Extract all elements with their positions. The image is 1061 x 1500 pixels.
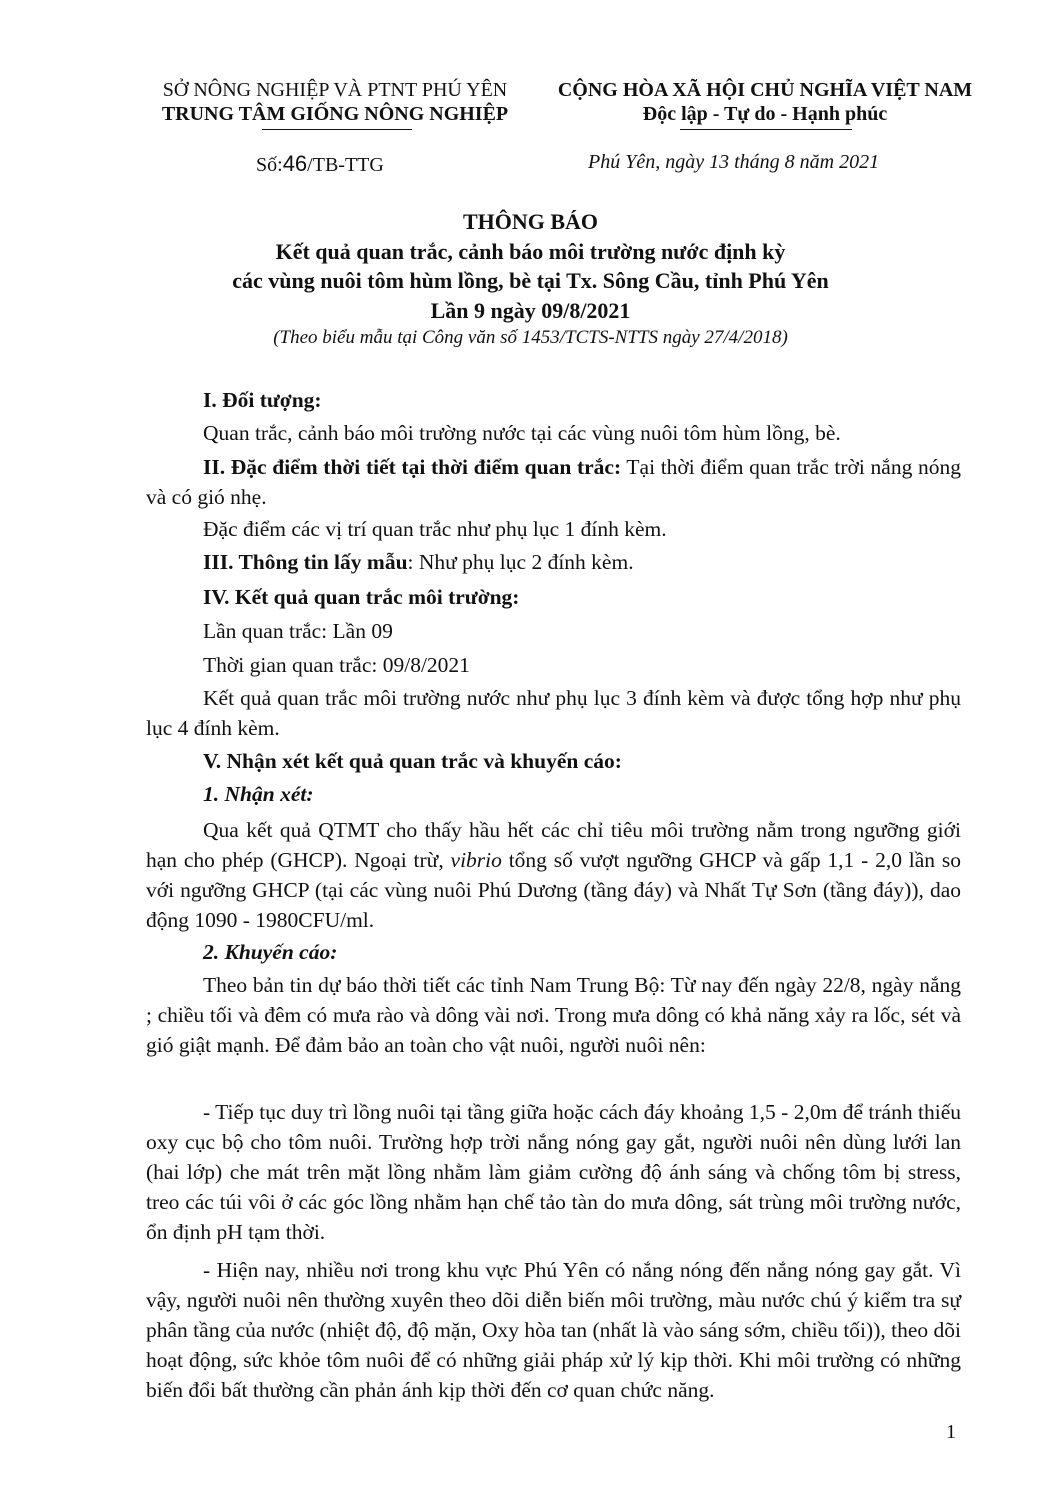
sub1-text-b: tổng số vượt ngưỡng GHCP và gấp 1,1 - 2,0 lần so với ngưỡng GHCP (tại các vùng nuôi Phú Dương (tầng đáy) và Nhất Tự Sơn (tầng đáy)), dao động 1090 - 1980CFU/ml.	[146, 848, 961, 932]
doc-subtitle-line1: Kết quả quan trắc, cảnh báo môi trường nước định kỳ	[275, 239, 786, 264]
center-name: TRUNG TÂM GIỐNG NÔNG NGHIỆP	[161, 103, 509, 125]
section-5-sub1-paragraph	[146, 815, 961, 935]
page-number: 1	[946, 1421, 956, 1443]
section-1-text: Quan trắc, cảnh báo môi trường nước tại các vùng nuôi tôm hùm lồng, bè.	[203, 421, 841, 445]
section-3-text: : Như phụ lục 2 đính kèm.	[407, 550, 634, 574]
doc-title: THÔNG BÁO	[462, 209, 599, 234]
section-4-time: Thời gian quan trắc: 09/8/2021	[203, 653, 470, 677]
sub1-text-a: Qua kết quả QTMT cho thấy hầu hết các chỉ tiêu môi trường nằm trong ngưỡng giới hạn cho phép (GHCP). Ngoại trừ,	[146, 818, 961, 872]
doc-subtitle-line2: các vùng nuôi tôm hùm lồng, bè tại Tx. Sông Cầu, tỉnh Phú Yên	[232, 268, 829, 293]
recommendation-bullet-1: - Tiếp tục duy trì lồng nuôi tại tầng giữa hoặc cách đáy khoảng 1,5 - 2,0m để tránh thiếu oxy cục bộ cho tôm nuôi. Trường hợp trời nắng nóng gay gắt, người nuôi nên dùng lưới lan (hai lớp) che mát trên mặt lồng nhằm làm giảm cường độ ánh sáng và chống tôm bị stress, treo các túi vôi ở các góc lồng nhằm hạn chế tảo tàn do mưa dông, sát trùng môi trường nước, ổn định pH tạm thời.	[146, 1100, 961, 1244]
header-left-rule	[262, 129, 412, 130]
section-2-text2: Đặc điểm các vị trí quan trắc như phụ lục 1 đính kèm.	[203, 517, 667, 541]
sub1-text-italic: vibrio	[450, 848, 502, 872]
doc-number-prefix: Số:	[256, 154, 283, 176]
section-4-heading: IV. Kết quả quan trắc môi trường:	[203, 585, 520, 609]
section-1-heading: I. Đối tượng:	[203, 388, 322, 412]
national-title: CỘNG HÒA XÃ HỘI CHỦ NGHĨA VIỆT NAM	[557, 79, 973, 101]
section-2-paragraph	[146, 452, 961, 512]
doc-number-value: 46	[282, 151, 308, 176]
section-4-result: Kết quả quan trắc môi trường nước như phụ lục 3 đính kèm và được tổng hợp như phụ lục 4 đính kèm.	[146, 686, 961, 740]
header-right-rule	[680, 129, 852, 130]
recommendation-bullet-2: - Hiện nay, nhiều nơi trong khu vực Phú Yên có nắng nóng đến nắng nóng gay gắt. Vì vậy, người nuôi nên thường xuyên theo dõi diễn biến môi trường, màu nước chú ý kiểm tra sự phân tầng của nước (nhiệt độ, độ mặn, Oxy hòa tan (nhất là vào sáng sớm, chiều tối)), theo dõi hoạt động, sức khỏe tôm nuôi để có những giải pháp xử lý kịp thời. Khi môi trường có những biến đổi bất thường cần phản ánh kịp thời đến cơ quan chức năng.	[146, 1258, 961, 1402]
section-4-count: Lần quan trắc: Lần 09	[203, 619, 393, 643]
doc-subtitle-line3: Lần 9 ngày 09/8/2021	[430, 298, 631, 323]
section-5-sub1: 1. Nhận xét:	[203, 782, 314, 806]
section-2-heading: II. Đặc điểm thời tiết tại thời điểm quan trắc:	[203, 455, 622, 479]
doc-number-suffix: /TB-TTG	[307, 154, 384, 176]
national-motto: Độc lập - Tự do - Hạnh phúc	[642, 103, 888, 125]
template-note: (Theo biểu mẫu tại Công văn số 1453/TCTS-NTTS ngày 27/4/2018)	[273, 327, 788, 348]
section-3-heading: III. Thông tin lấy mẫu	[203, 550, 408, 574]
agency-name: SỞ NÔNG NGHIỆP VÀ PTNT PHÚ YÊN	[162, 79, 508, 101]
section-5-sub2: 2. Khuyến cáo:	[203, 940, 338, 964]
section-3-line	[203, 547, 634, 577]
place-date: Phú Yên, ngày 13 tháng 8 năm 2021	[588, 151, 880, 173]
section-5-sub2-paragraph: Theo bản tin dự báo thời tiết các tỉnh Nam Trung Bộ: Từ nay đến ngày 22/8, ngày nắng ; chiều tối và đêm có mưa rào và dông vài nơi. Trong mưa dông có khả năng xảy ra lốc, sét và gió giật mạnh. Để đảm bảo an toàn cho vật nuôi, người nuôi nên:	[146, 973, 961, 1057]
section-5-heading: V. Nhận xét kết quả quan trắc và khuyến cáo:	[203, 749, 622, 773]
document-number	[256, 151, 384, 177]
section-2-text: Tại thời điểm quan trắc trời nắng nóng và có gió nhẹ.	[146, 455, 961, 509]
